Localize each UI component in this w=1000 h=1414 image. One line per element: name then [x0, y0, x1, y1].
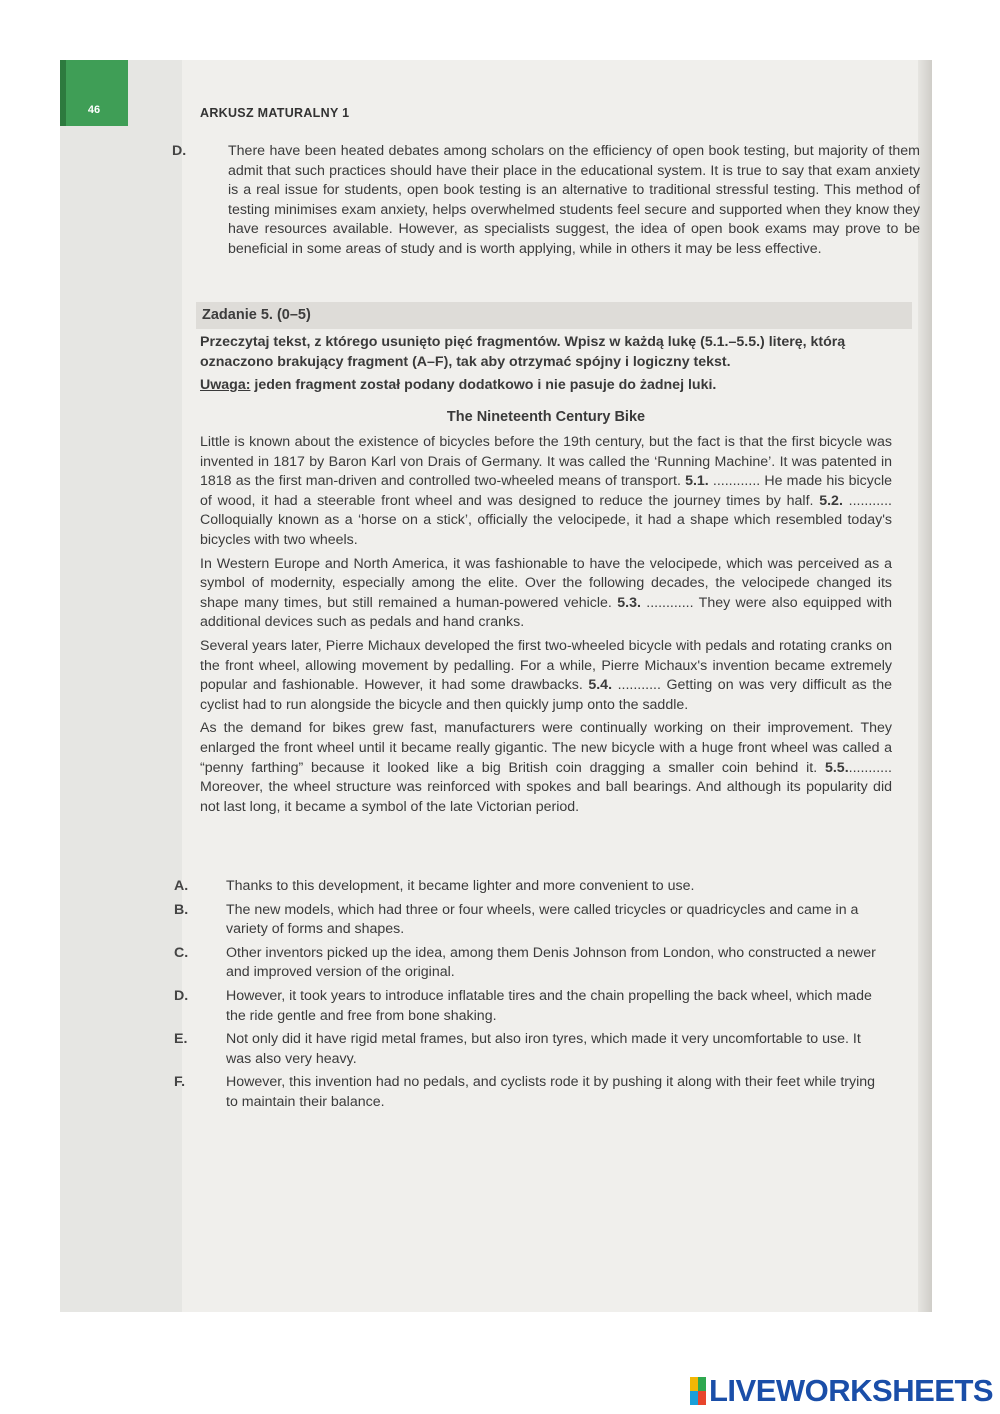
gap-5-3-label: 5.3.	[617, 594, 641, 611]
story-text-segment: He made his bicycle of wood, it had a steerable front wheel and was designed to reduce the journey times by half.	[200, 473, 892, 509]
sheet-header: ARKUSZ MATURALNY 1	[200, 106, 350, 120]
option-text: Thanks to this development, it became lighter and more convenient to use.	[226, 878, 695, 894]
page-number-tab	[60, 60, 128, 126]
option-letter: C.	[174, 944, 189, 961]
story-text-segment: Colloquially known as a ‘horse on a stick’, officially the velocipede, it had a shape which resembled today's bicycles with two wheels.	[200, 512, 892, 548]
option-b	[174, 901, 880, 940]
story-paragraph-4	[200, 719, 892, 817]
story-text-segment: Moreover, the wheel structure was reinforced with spokes and ball bearings. And although its popularity did not last long, it became a symbol of the late Victorian period.	[200, 779, 892, 815]
option-text: However, this invention had no pedals, and cyclists rode it by pushing it along with their feet while trying to maintain their balance.	[226, 1074, 876, 1110]
logo-text: LIVEWORKSHEETS	[709, 1373, 994, 1408]
story-paragraph-1	[200, 433, 892, 551]
option-letter: E.	[174, 1031, 188, 1048]
option-d	[174, 987, 880, 1026]
page-edge-shadow	[918, 60, 932, 1312]
tab-edge	[60, 60, 66, 126]
task-title: Zadanie 5. (0–5)	[202, 307, 311, 323]
option-letter: D.	[174, 987, 189, 1004]
option-a	[174, 877, 880, 897]
page-number: 46	[87, 104, 101, 116]
gap-5-5-label: 5.5.	[824, 759, 849, 776]
paragraph-d	[172, 142, 920, 260]
option-text: The new models, which had three or four wheels, were called tricycles or quadricycles and came in a variety of forms and shapes.	[226, 901, 859, 938]
logo-square	[698, 1377, 706, 1391]
task-instruction: Przeczytaj tekst, z którego usunięto pięć fragmentów. Wpisz w każdą lukę (5.1.–5.5.) literę, którą oznaczono brakujący fragment (A–F), tak aby otrzymać spójny i logiczny tekst.	[200, 334, 846, 370]
liveworksheets-logo-icon	[690, 1377, 706, 1405]
task-note	[200, 377, 716, 393]
gap-5-1-label: 5.1.	[685, 473, 709, 490]
gap-5-3-input[interactable]: ............	[640, 594, 699, 611]
story-text-segment: Little is known about the existence of bicycles before the 19th century, but the fact is that the first bicycle was invented in 1817 by Baron Karl von Drais of Germany. It was called the ‘Running Machine’. It was patented in 1818 as the first man-driven and controlled two-wheeled means of transport.	[200, 434, 892, 490]
story-text-segment: As the demand for bikes grew fast, manufacturers were continually working on their improvement. They enlarged the front wheel until it became really gigantic. The new bicycle with a huge front wheel was called a “penny farthing” because it looked like a big British coin dragging a smaller coin behind it.	[200, 720, 892, 776]
story-paragraph-2	[200, 555, 892, 633]
page-margin	[60, 60, 182, 1312]
story-paragraph-3	[200, 637, 892, 715]
gap-5-4-input[interactable]: ...........	[612, 677, 667, 694]
gap-5-2-input[interactable]: ...........	[842, 492, 892, 509]
story-text-segment: In Western Europe and North America, it was fashionable to have the velocipede, which was perceived as a symbol of modernity, especially among the elite. Over the following decades, the velocipede changed its shape many times, but still remained a human-powered vehicle.	[200, 555, 892, 611]
option-letter: A.	[174, 878, 189, 894]
gap-5-5-input[interactable]: ...........	[848, 759, 892, 776]
story-text-segment: They were also equipped with additional devices such as pedals and hand cranks.	[200, 594, 892, 631]
option-text: Other inventors picked up the idea, among them Denis Johnson from London, who constructed a newer and improved version of the original.	[226, 944, 876, 981]
story-text-segment: Getting on was very difficult as the cyclist had to run alongside the bicycle and then quickly jump onto the saddle.	[200, 677, 893, 713]
task-note-label: Uwaga:	[200, 377, 251, 393]
paragraph-d-letter: D.	[172, 143, 187, 159]
options-list	[174, 877, 880, 1117]
paragraph-d-text: There have been heated debates among scholars on the efficiency of open book testing, but majority of them admit that such practices should have their place in the educational system. It is true to say that exam anxiety is a real issue for students, open book testing is an alternative to traditional stressful testing. This method of testing minimises exam anxiety, helps overwhelmed students feel secure and supported when they know they have resources available. However, as specialists suggest, the idea of open book exams may prove to be beneficial in some areas of study and is worth applying, while in others it may be less effective.	[228, 143, 920, 257]
logo-square	[698, 1391, 706, 1405]
gap-5-4-label: 5.4.	[588, 677, 613, 694]
gap-5-2-label: 5.2.	[819, 492, 843, 509]
logo-square	[690, 1377, 698, 1391]
option-c	[174, 944, 880, 983]
story-text	[200, 433, 892, 821]
option-text: Not only did it have rigid metal frames, but also iron tyres, which made it very uncomfortable to use. It was also very heavy.	[226, 1031, 861, 1067]
option-f	[174, 1073, 880, 1112]
option-letter: F.	[174, 1074, 186, 1091]
story-text-segment: Several years later, Pierre Michaux developed the first two-wheeled bicycle with pedals and rotating cranks on the front wheel, allowing movement by pedalling. For a while, Pierre Michaux's invention became extremely popular and fashionable. However, it had some drawbacks.	[200, 637, 892, 694]
story-title: The Nineteenth Century Bike	[446, 409, 646, 425]
liveworksheets-logo[interactable]	[690, 1374, 993, 1408]
option-text: However, it took years to introduce inflatable tires and the chain propelling the back wheel, which made the ride gentle and free from bone shaking.	[226, 987, 872, 1024]
option-e	[174, 1030, 880, 1069]
gap-5-1-input[interactable]: ............	[708, 473, 765, 490]
logo-square	[690, 1391, 698, 1405]
task-note-text: jeden fragment został podany dodatkowo i nie pasuje do żadnej luki.	[250, 377, 717, 393]
option-letter: B.	[174, 901, 189, 918]
